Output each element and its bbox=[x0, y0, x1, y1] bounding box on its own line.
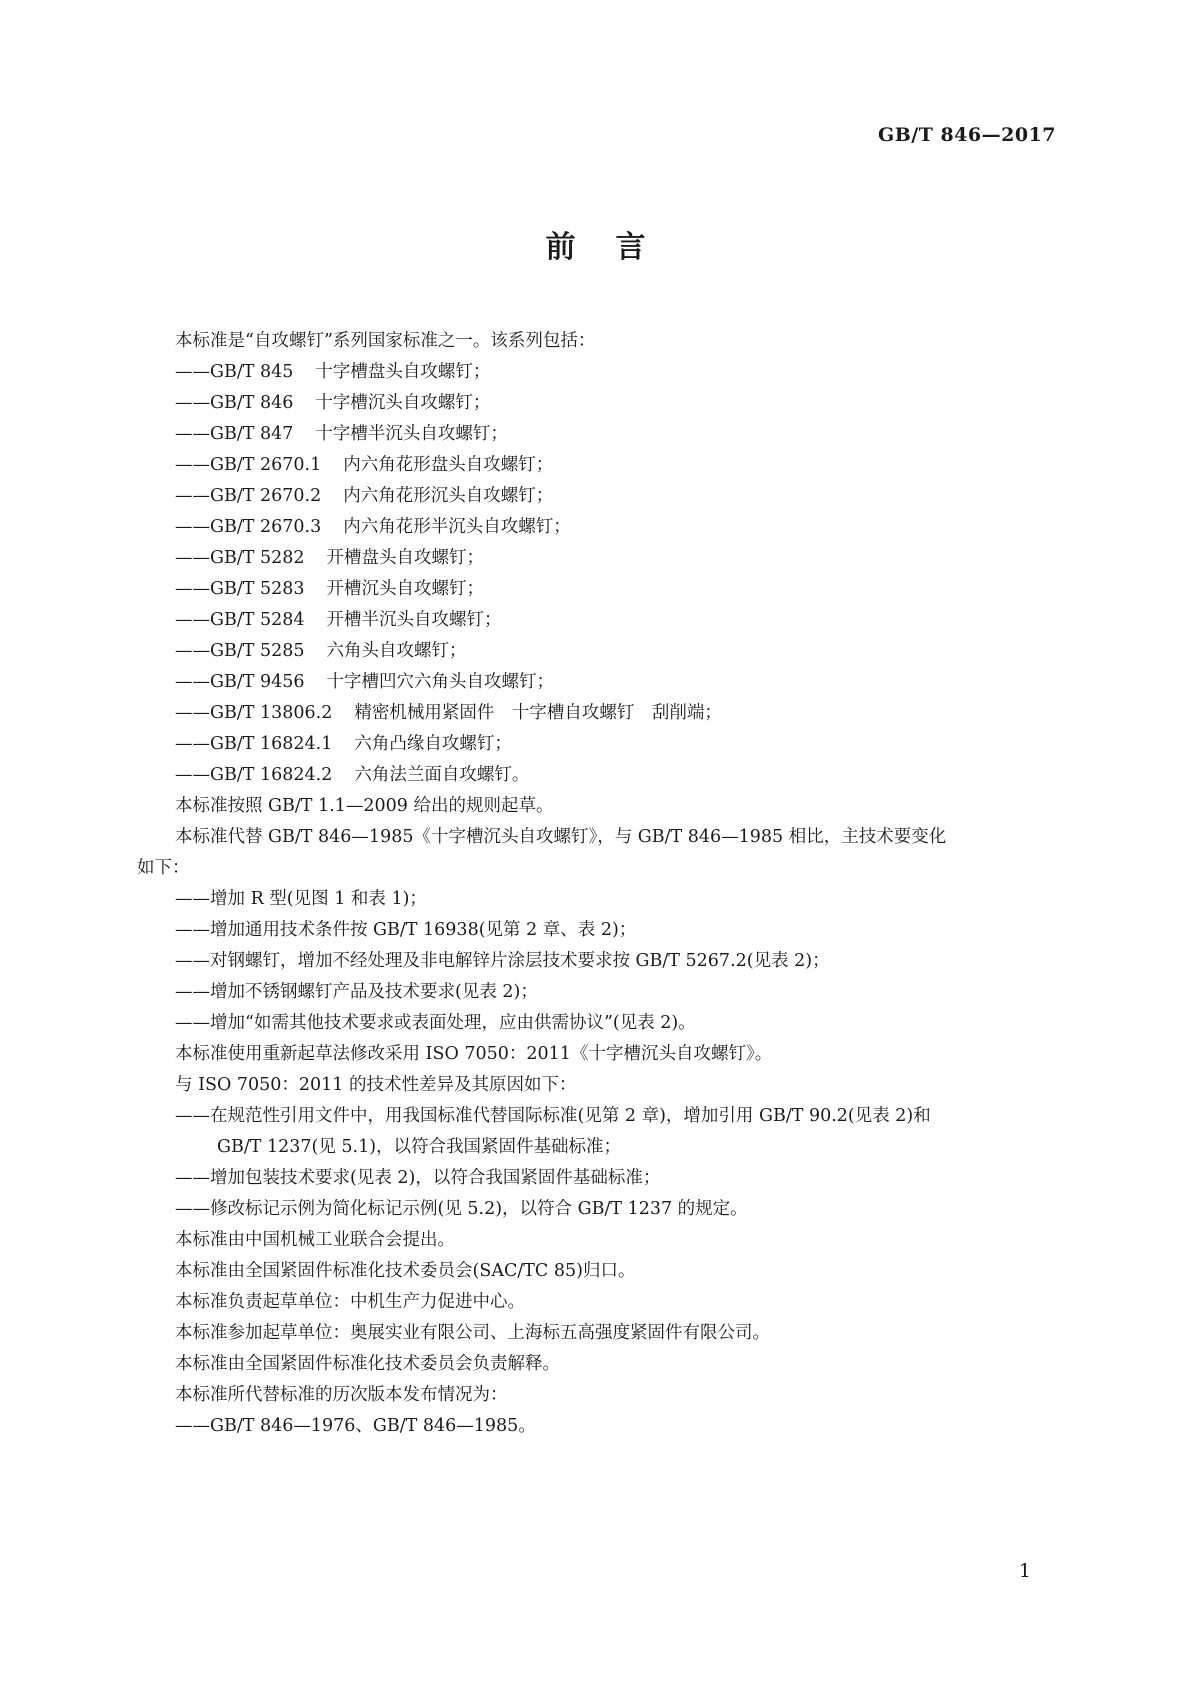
iso-diff-item: ——修改标记示例为简化标记示例(见 5.2)，以符合 GB/T 1237 的规定。 bbox=[175, 1199, 748, 1219]
series-item: ——GB/T 16824.2 六角法兰面自攻螺钉。 bbox=[175, 765, 530, 785]
iso-diff-intro: 与 ISO 7050：2011 的技术性差异及其原因如下： bbox=[175, 1075, 577, 1095]
page-title: 前言 bbox=[545, 230, 686, 265]
series-code: GB/T 9456 bbox=[210, 672, 305, 692]
version-history: ——GB/T 846—1976、GB/T 846—1985。 bbox=[175, 1416, 536, 1436]
series-item: ——GB/T 846 十字槽沉头自攻螺钉； bbox=[175, 393, 491, 413]
closing-paragraph: 本标准参加起草单位：奥展实业有限公司、上海标五高强度紧固件有限公司。 bbox=[175, 1323, 770, 1343]
closing-paragraph: 本标准由中国机械工业联合会提出。 bbox=[175, 1230, 455, 1250]
series-item: ——GB/T 5283 开槽沉头自攻螺钉； bbox=[175, 579, 485, 599]
change-item: ——增加不锈钢螺钉产品及技术要求(见表 2)； bbox=[175, 982, 538, 1002]
series-item: ——GB/T 16824.1 六角凸缘自攻螺钉； bbox=[175, 734, 512, 754]
series-item: ——GB/T 2670.1 内六角花形盘头自攻螺钉； bbox=[175, 455, 554, 475]
series-name: 十字槽盘头自攻螺钉； bbox=[315, 362, 491, 382]
closing-statements bbox=[137, 1225, 1057, 1411]
series-item: ——GB/T 9456 十字槽凹穴六角头自攻螺钉； bbox=[175, 672, 555, 692]
series-code: GB/T 5283 bbox=[210, 579, 305, 599]
series-item: ——GB/T 5284 开槽半沉头自攻螺钉； bbox=[175, 610, 502, 630]
series-item: ——GB/T 2670.3 内六角花形半沉头自攻螺钉； bbox=[175, 517, 571, 537]
series-name: 开槽半沉头自攻螺钉； bbox=[326, 610, 502, 630]
change-item: ——增加“如需其他技术要求或表面处理，应由供需协议”(见表 2)。 bbox=[175, 1013, 696, 1033]
series-list bbox=[137, 357, 1057, 791]
iso-diff-item: ——在规范性引用文件中，用我国标准代替国际标准(见第 2 章)，增加引用 GB/T 90.2(见表 2)和 bbox=[175, 1106, 931, 1126]
series-code: GB/T 16824.1 bbox=[210, 734, 333, 754]
series-item: ——GB/T 5285 六角头自攻螺钉； bbox=[175, 641, 467, 661]
series-item: ——GB/T 845 十字槽盘头自攻螺钉； bbox=[175, 362, 491, 382]
series-code: GB/T 847 bbox=[210, 424, 294, 444]
changes-list bbox=[137, 884, 1057, 1039]
series-name: 十字槽凹穴六角头自攻螺钉； bbox=[326, 672, 555, 692]
series-item: ——GB/T 5282 开槽盘头自攻螺钉； bbox=[175, 548, 485, 568]
closing-paragraph: 本标准所代替标准的历次版本发布情况为： bbox=[175, 1385, 508, 1405]
closing-paragraph: 本标准负责起草单位：中机生产力促进中心。 bbox=[175, 1292, 525, 1312]
series-name: 六角凸缘自攻螺钉； bbox=[354, 734, 512, 754]
series-name: 六角法兰面自攻螺钉。 bbox=[354, 765, 530, 785]
iso-diff-item-cont: GB/T 1237(见 5.1)，以符合我国紧固件基础标准； bbox=[217, 1137, 622, 1157]
intro-paragraph: 本标准是“自攻螺钉”系列国家标准之一。该系列包括： bbox=[175, 331, 596, 351]
series-code: GB/T 846 bbox=[210, 393, 294, 413]
series-name: 开槽沉头自攻螺钉； bbox=[326, 579, 485, 599]
series-name: 内六角花形盘头自攻螺钉； bbox=[343, 455, 554, 475]
change-item: ——对钢螺钉，增加不经处理及非电解锌片涂层技术要求按 GB/T 5267.2(见表 2)； bbox=[175, 951, 830, 971]
series-code: GB/T 5284 bbox=[210, 610, 305, 630]
series-code: GB/T 5282 bbox=[210, 548, 305, 568]
series-name: 内六角花形沉头自攻螺钉； bbox=[343, 486, 554, 506]
iso-diff-list bbox=[137, 1101, 1057, 1225]
series-code: GB/T 2670.2 bbox=[210, 486, 322, 506]
foreword-body bbox=[137, 326, 1057, 1442]
change-item: ——增加 R 型(见图 1 和表 1)； bbox=[175, 889, 427, 909]
replace-statement: 本标准代替 GB/T 846—1985《十字槽沉头自攻螺钉》，与 GB/T 846—1985 相比，主技术要变化 bbox=[175, 827, 947, 847]
series-code: GB/T 2670.1 bbox=[210, 455, 322, 475]
series-code: GB/T 845 bbox=[210, 362, 294, 382]
replace-statement-cont: 如下： bbox=[137, 858, 190, 878]
iso-adoption: 本标准使用重新起草法修改采用 ISO 7050：2011《十字槽沉头自攻螺钉》。 bbox=[175, 1044, 773, 1064]
standard-code: GB/T 846—2017 bbox=[877, 124, 1056, 146]
drafting-rule: 本标准按照 GB/T 1.1—2009 给出的规则起草。 bbox=[175, 796, 554, 816]
series-name: 开槽盘头自攻螺钉； bbox=[326, 548, 485, 568]
series-name: 十字槽沉头自攻螺钉； bbox=[315, 393, 491, 413]
series-item: ——GB/T 847 十字槽半沉头自攻螺钉； bbox=[175, 424, 508, 444]
change-item: ——增加通用技术条件按 GB/T 16938(见第 2 章、表 2)； bbox=[175, 920, 637, 940]
series-code: GB/T 5285 bbox=[210, 641, 305, 661]
page-number: 1 bbox=[1018, 1560, 1031, 1582]
closing-paragraph: 本标准由全国紧固件标准化技术委员会负责解释。 bbox=[175, 1354, 560, 1374]
series-item: ——GB/T 2670.2 内六角花形沉头自攻螺钉； bbox=[175, 486, 554, 506]
series-name: 精密机械用紧固件 十字槽自攻螺钉 刮削端； bbox=[354, 703, 722, 723]
series-code: GB/T 2670.3 bbox=[210, 517, 322, 537]
series-code: GB/T 16824.2 bbox=[210, 765, 333, 785]
series-name: 内六角花形半沉头自攻螺钉； bbox=[343, 517, 571, 537]
series-code: GB/T 13806.2 bbox=[210, 703, 333, 723]
iso-diff-item: ——增加包装技术要求(见表 2)，以符合我国紧固件基础标准； bbox=[175, 1168, 661, 1188]
series-item: ——GB/T 13806.2 精密机械用紧固件 十字槽自攻螺钉 刮削端； bbox=[175, 703, 722, 723]
closing-paragraph: 本标准由全国紧固件标准化技术委员会(SAC/TC 85)归口。 bbox=[175, 1261, 636, 1281]
series-name: 六角头自攻螺钉； bbox=[326, 641, 467, 661]
series-name: 十字槽半沉头自攻螺钉； bbox=[315, 424, 508, 444]
